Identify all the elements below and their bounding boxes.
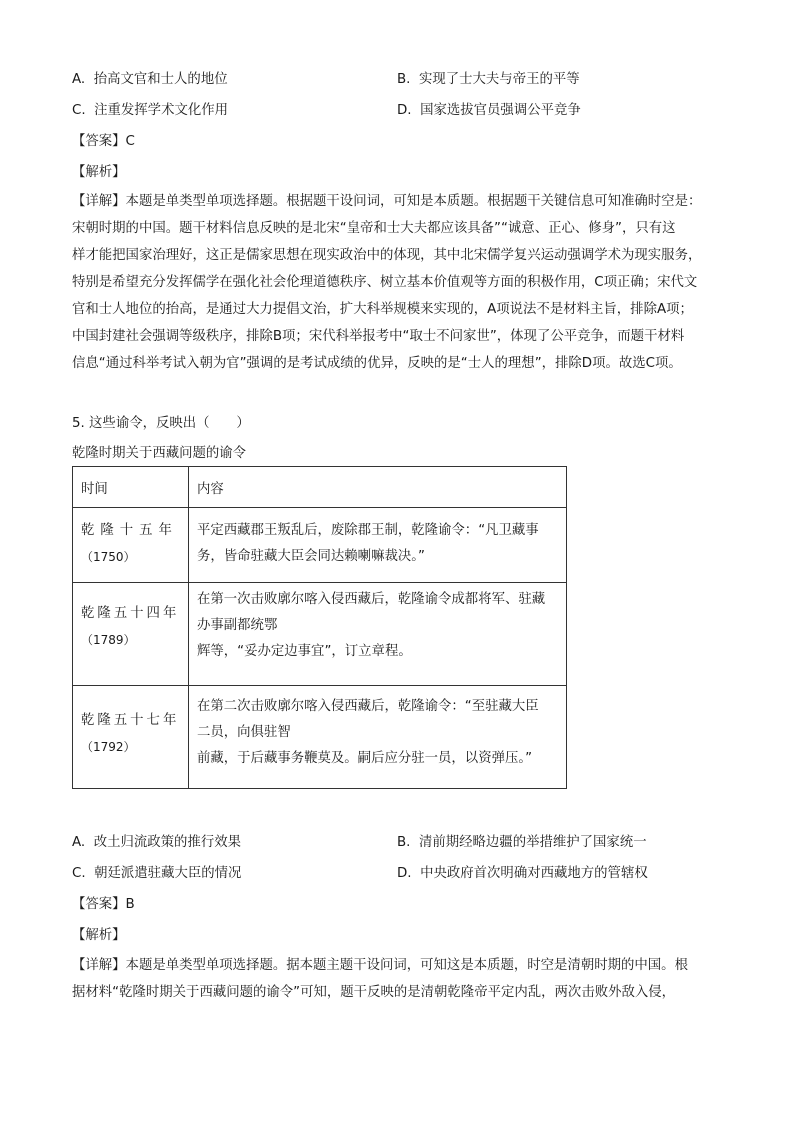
explanation-line: 特别是希望充分发挥儒学在强化社会伦理道德秩序、树立基本价值观等方面的积极作用，C项正确；宋代文 bbox=[72, 275, 698, 290]
year-number: （1792） bbox=[81, 740, 136, 754]
q4-options-row-2 bbox=[72, 99, 732, 121]
q5-answer: 【答案】B bbox=[72, 897, 135, 912]
q5-analysis-label: 【解析】 bbox=[72, 928, 126, 943]
content-line: 在第二次击败廓尔喀入侵西藏后，乾隆谕令：“至驻藏大臣 bbox=[197, 699, 539, 714]
explanation-line: 官和士人地位的抬高，是通过大力提倡文治，扩大科举规模来实现的，A项说法不是材料主旨，排除A项； bbox=[72, 302, 693, 317]
year-text: 乾隆十五年 bbox=[81, 523, 178, 538]
explanation-line: 【详解】本题是单类型单项选择题。根据题干设问词，可知是本质题。根据题干关键信息可知准确时空是： bbox=[72, 194, 702, 209]
table-row bbox=[73, 583, 567, 686]
explanation-line: 信息“通过科举考试入朝为官”强调的是考试成绩的优异，反映的是“士人的理想”，排除D项。故选C项。 bbox=[72, 356, 682, 371]
content-line: 辉等，“妥办定边事宜”，订立章程。 bbox=[197, 644, 412, 659]
year-text: 乾隆五十七年 bbox=[81, 713, 180, 728]
q4-analysis-label: 【解析】 bbox=[72, 165, 126, 180]
explanation-line: 据材料“乾隆时期关于西藏问题的谕令”可知，题干反映的是清朝乾隆帝平定内乱，两次击败外敌入侵， bbox=[72, 985, 676, 1000]
q4-explanation bbox=[72, 188, 732, 377]
content-line: 二员，向俱驻智 bbox=[197, 725, 291, 740]
time-cell bbox=[73, 508, 189, 583]
explanation-line: 样才能把国家治理好，这正是儒家思想在现实政治中的体现，其中北宋儒学复兴运动强调学术为现实服务， bbox=[72, 248, 702, 263]
content-line: 平定西藏郡王叛乱后，废除郡王制，乾隆谕令：“凡卫藏事 bbox=[197, 523, 539, 538]
q4-option-d: D. 国家选拔官员强调公平竞争 bbox=[397, 103, 581, 118]
explanation-line: 【详解】本题是单类型单项选择题。据本题主题干设问词，可知这是本质题，时空是清朝时期的中国。根 bbox=[72, 958, 688, 973]
table-row bbox=[73, 686, 567, 789]
q4-options-row-1 bbox=[72, 68, 732, 90]
explanation-line: 中国封建社会强调等级秩序，排除B项；宋代科举报考中“取士不问家世”，体现了公平竞争，而题干材料 bbox=[72, 329, 685, 344]
q5-options-row-2 bbox=[72, 862, 732, 884]
q5-stem: 5. 这些谕令，反映出（ ） bbox=[72, 416, 250, 431]
q4-option-a: A. 抬高文官和士人的地位 bbox=[72, 72, 228, 87]
content-cell bbox=[189, 583, 567, 686]
q4-option-b: B. 实现了士大夫与帝王的平等 bbox=[397, 72, 580, 87]
content-line: 在第一次击败廓尔喀入侵西藏后，乾隆谕令成都将军、驻藏 bbox=[197, 592, 546, 607]
explanation-line: 宋朝时期的中国。题干材料信息反映的是北宋“皇帝和士大夫都应该具备”“诚意、正心、修身”，只有这 bbox=[72, 221, 676, 236]
header-content: 内容 bbox=[189, 467, 567, 508]
edict-table bbox=[72, 466, 567, 789]
q5-option-d: D. 中央政府首次明确对西藏地方的管辖权 bbox=[397, 866, 648, 881]
table-row bbox=[73, 508, 567, 583]
content-line: 前藏，于后藏事务鞭莫及。嗣后应分驻一员，以资弹压。” bbox=[197, 751, 533, 766]
q5-option-b: B. 清前期经略边疆的举措维护了国家统一 bbox=[397, 835, 647, 850]
q5-table-title: 乾隆时期关于西藏问题的谕令 bbox=[72, 446, 247, 461]
header-time: 时间 bbox=[73, 467, 189, 508]
q4-option-c: C. 注重发挥学术文化作用 bbox=[72, 103, 229, 118]
year-number: （1789） bbox=[81, 633, 136, 647]
time-cell bbox=[73, 583, 189, 686]
year-text: 乾隆五十四年 bbox=[81, 606, 180, 621]
content-cell bbox=[189, 686, 567, 789]
time-cell bbox=[73, 686, 189, 789]
year-number: （1750） bbox=[81, 550, 136, 564]
q5-options-row-1 bbox=[72, 831, 732, 853]
q5-explanation bbox=[72, 952, 732, 1006]
q4-answer: 【答案】C bbox=[72, 134, 135, 149]
content-line: 务，皆命驻藏大臣会同达赖喇嘛裁决。” bbox=[197, 549, 425, 564]
content-cell bbox=[189, 508, 567, 583]
content-line: 办事副都统鄂 bbox=[197, 618, 278, 633]
q5-option-c: C. 朝廷派遣驻藏大臣的情况 bbox=[72, 866, 242, 881]
q5-option-a: A. 改土归流政策的推行效果 bbox=[72, 835, 241, 850]
table-header-row bbox=[73, 467, 567, 508]
